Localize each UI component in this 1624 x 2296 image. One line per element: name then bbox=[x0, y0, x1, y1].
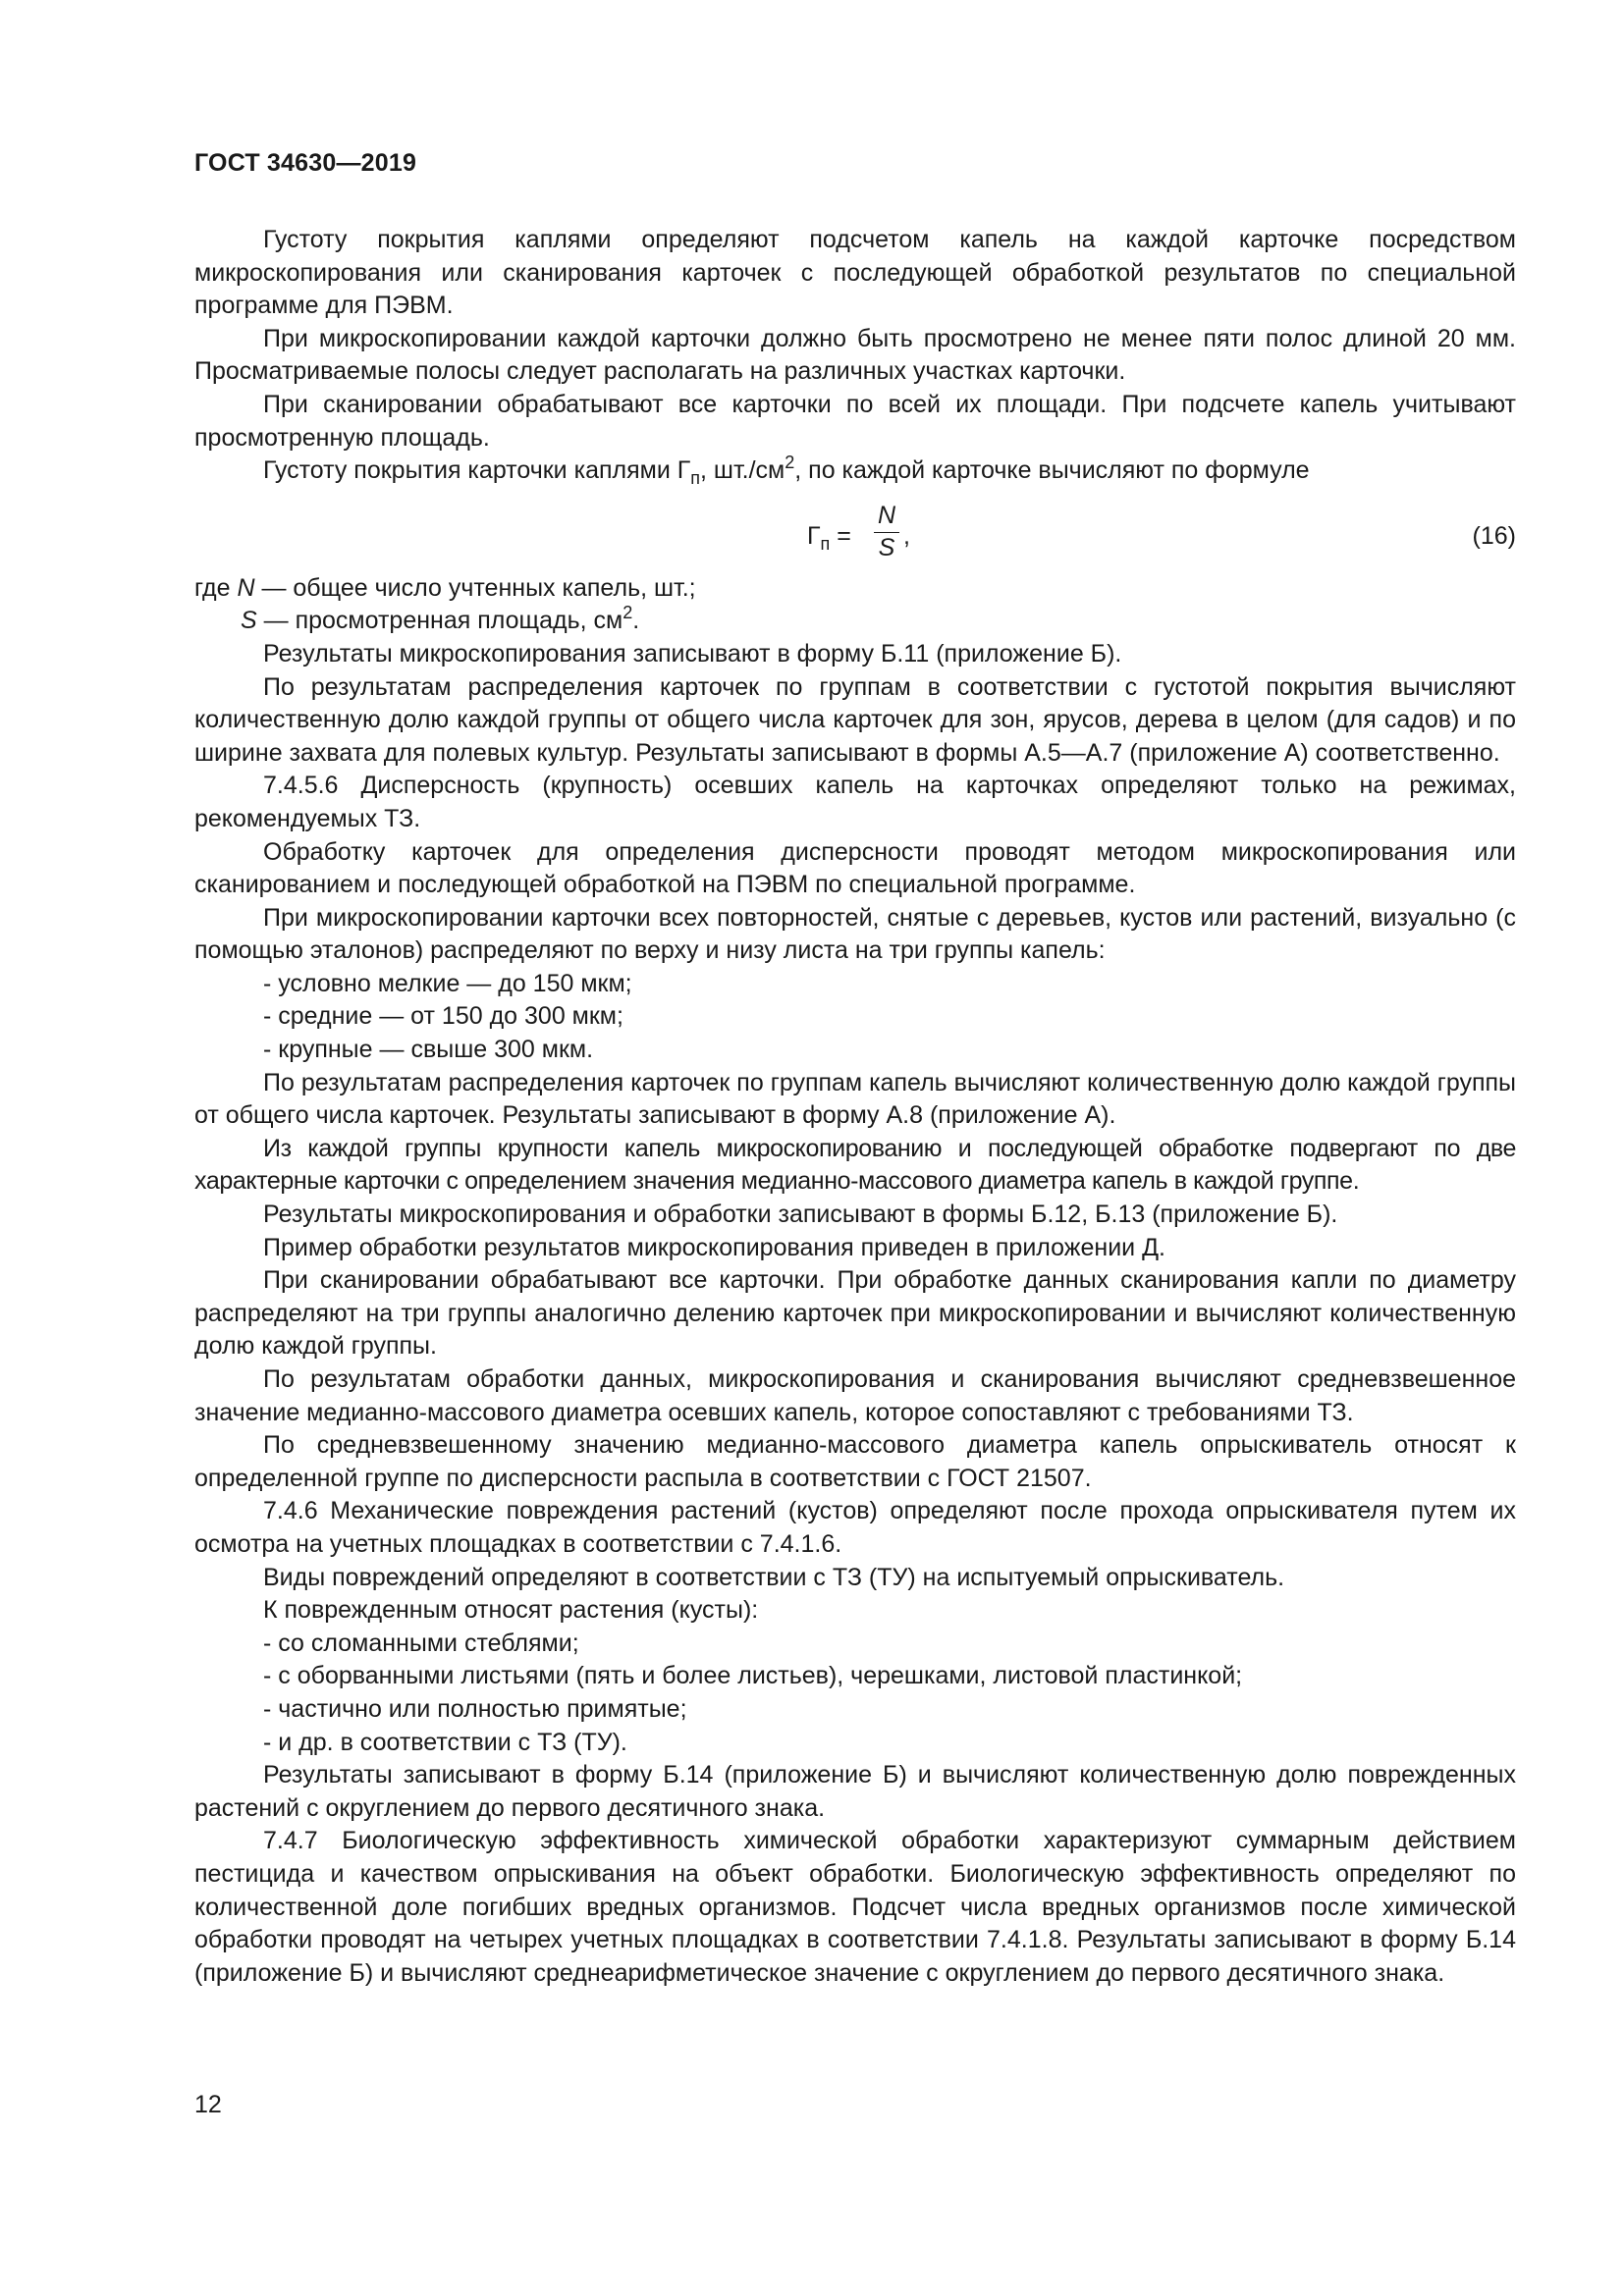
paragraph: По результатам обработки данных, микроскопирования и сканирования вычисляют средневзвешенное значение медианно-массового диаметра осевших капель, которое сопоставляют с требованиями ТЗ. bbox=[194, 1365, 1516, 1426]
superscript: 2 bbox=[785, 453, 795, 473]
paragraph: По результатам распределения карточек по группам в соответствии с густотой покрытия вычисляют количественную долю каждой группы от общего числа карточек для зон, ярусов, дерева в целом (для садов) и по ширине захвата для полевых культур. Результаты записывают в формы А.5—А.7 (приложение А) соответственно. bbox=[194, 672, 1516, 767]
paragraph: Пример обработки результатов микроскопирования приведен в приложении Д. bbox=[263, 1233, 1165, 1261]
subscript: п bbox=[690, 468, 701, 489]
document-header: ГОСТ 34630—2019 bbox=[194, 149, 417, 177]
paragraph: Результаты микроскопирования и обработки записывают в формы Б.12, Б.13 (приложение Б). bbox=[263, 1201, 1338, 1229]
page-number: 12 bbox=[194, 2091, 222, 2118]
document-body bbox=[194, 224, 1516, 1990]
paragraph: Обработку карточек для определения дисперсности проводят методом микроскопирования или сканированием и последующей обработкой на ПЭВМ по специальной программе. bbox=[194, 837, 1516, 899]
list-item: - крупные — свыше 300 мкм. bbox=[263, 1036, 594, 1064]
paragraph: Из каждой группы крупности капель микроскопированию и последующей обработке подвергают по две характерные карточки с определением значения медианно-массового диаметра капель в каждой группе. bbox=[194, 1134, 1516, 1196]
paragraph: Результаты микроскопирования записывают в форму Б.11 (приложение Б). bbox=[263, 639, 1122, 667]
paragraph: 7.4.6 Механические повреждения растений (кустов) определяют после прохода опрыскивателя путем их осмотра на учетных площадках в соответствии с 7.4.1.6. bbox=[194, 1497, 1516, 1558]
text-span: — общее число учтенных капель, шт.; bbox=[254, 573, 696, 602]
paragraph: Результаты записывают в форму Б.14 (приложение Б) и вычисляют количественную долю поврежденных растений с округлением до первого десятичного знака. bbox=[194, 1761, 1516, 1822]
paragraph: При сканировании обрабатывают все карточки по всей их площади. При подсчете капель учитывают просмотренную площадь. bbox=[194, 390, 1516, 452]
formula-lhs bbox=[807, 520, 851, 554]
list-item: - и др. в соответствии с ТЗ (ТУ). bbox=[263, 1728, 627, 1756]
paragraph: При сканировании обрабатывают все карточки. При обработке данных сканирования капли по диаметру распределяют на три группы аналогично делению карточек при микроскопировании и вычисляют количественную долю каждой группы. bbox=[194, 1266, 1516, 1361]
text-span: , шт./см bbox=[700, 456, 785, 485]
formula-block bbox=[194, 498, 1516, 566]
list-item: - со сломанными стеблями; bbox=[263, 1629, 579, 1657]
list-item: - с оборванными листьями (пять и более листьев), черешками, листовой пластинкой; bbox=[263, 1662, 1243, 1690]
list-item: - условно мелкие — до 150 мкм; bbox=[263, 969, 632, 997]
formula-numerator: N bbox=[877, 501, 896, 529]
formula-comma: , bbox=[903, 521, 910, 550]
text-span: — просмотренная площадь, см bbox=[256, 607, 623, 635]
equation-number: (16) bbox=[1472, 521, 1516, 550]
variable: S bbox=[241, 607, 257, 635]
where-line bbox=[194, 605, 1516, 638]
text-span: Густоту покрытия карточки каплями Г bbox=[263, 456, 691, 485]
list-item: - средние — от 150 до 300 мкм; bbox=[263, 1002, 623, 1031]
text-span: где bbox=[194, 573, 238, 602]
text-span: . bbox=[632, 607, 640, 635]
paragraph: По результатам распределения карточек по группам капель вычисляют количественную долю каждой группы от общего числа карточек. Результаты записывают в форму А.8 (приложение А). bbox=[194, 1068, 1516, 1130]
paragraph: Виды повреждений определяют в соответствии с ТЗ (ТУ) на испытуемый опрыскиватель. bbox=[263, 1563, 1285, 1591]
paragraph: Густоту покрытия каплями определяют подсчетом капель на каждой карточке посредством микроскопирования или сканирования карточек с последующей обработкой результатов по специальной программе для ПЭВМ. bbox=[194, 226, 1516, 320]
list-item: - частично или полностью примятые; bbox=[263, 1694, 687, 1723]
paragraph: При микроскопировании карточки всех повторностей, снятые с деревьев, кустов или растений, визуально (с помощью эталонов) распределяют по верху и низу листа на три группы капель: bbox=[194, 903, 1516, 965]
paragraph: 7.4.5.6 Дисперсность (крупность) осевших капель на карточках определяют только на режимах, рекомендуемых ТЗ. bbox=[194, 772, 1516, 832]
variable: N bbox=[237, 573, 255, 602]
paragraph-formula-intro bbox=[194, 454, 1516, 488]
formula-subscript: п bbox=[820, 533, 831, 554]
formula-symbol: Г bbox=[807, 521, 821, 550]
paragraph: При микроскопировании каждой карточки должно быть просмотрено не менее пяти полос длиной 20 мм. Просматриваемые полосы следует располагать на различных участках карточки. bbox=[194, 324, 1516, 386]
paragraph: По средневзвешенному значению медианно-массового диаметра капель опрыскиватель относят к определенной группе по дисперсности распыла в соответствии с ГОСТ 21507. bbox=[194, 1431, 1516, 1492]
text-span: , по каждой карточке вычисляют по формуле bbox=[794, 456, 1310, 485]
formula-denominator: S bbox=[878, 533, 895, 561]
paragraph: К поврежденным относят растения (кусты): bbox=[263, 1596, 759, 1625]
where-line bbox=[194, 572, 1516, 606]
formula-equals: = bbox=[830, 521, 851, 550]
superscript: 2 bbox=[623, 603, 633, 623]
paragraph: 7.4.7 Биологическую эффективность химической обработки характеризуют суммарным действием пестицида и качеством опрыскивания на объект обработки. Биологическую эффективность определяют по количественной доле погибших вредных организмов. Подсчет числа вредных организмов после химической обработки проводят на четырех учетных площадках в соответствии 7.4.1.8. Результаты записывают в форму Б.14 (приложение Б) и вычисляют среднеарифметическое значение с округлением до первого десятичного знака. bbox=[194, 1827, 1516, 1987]
